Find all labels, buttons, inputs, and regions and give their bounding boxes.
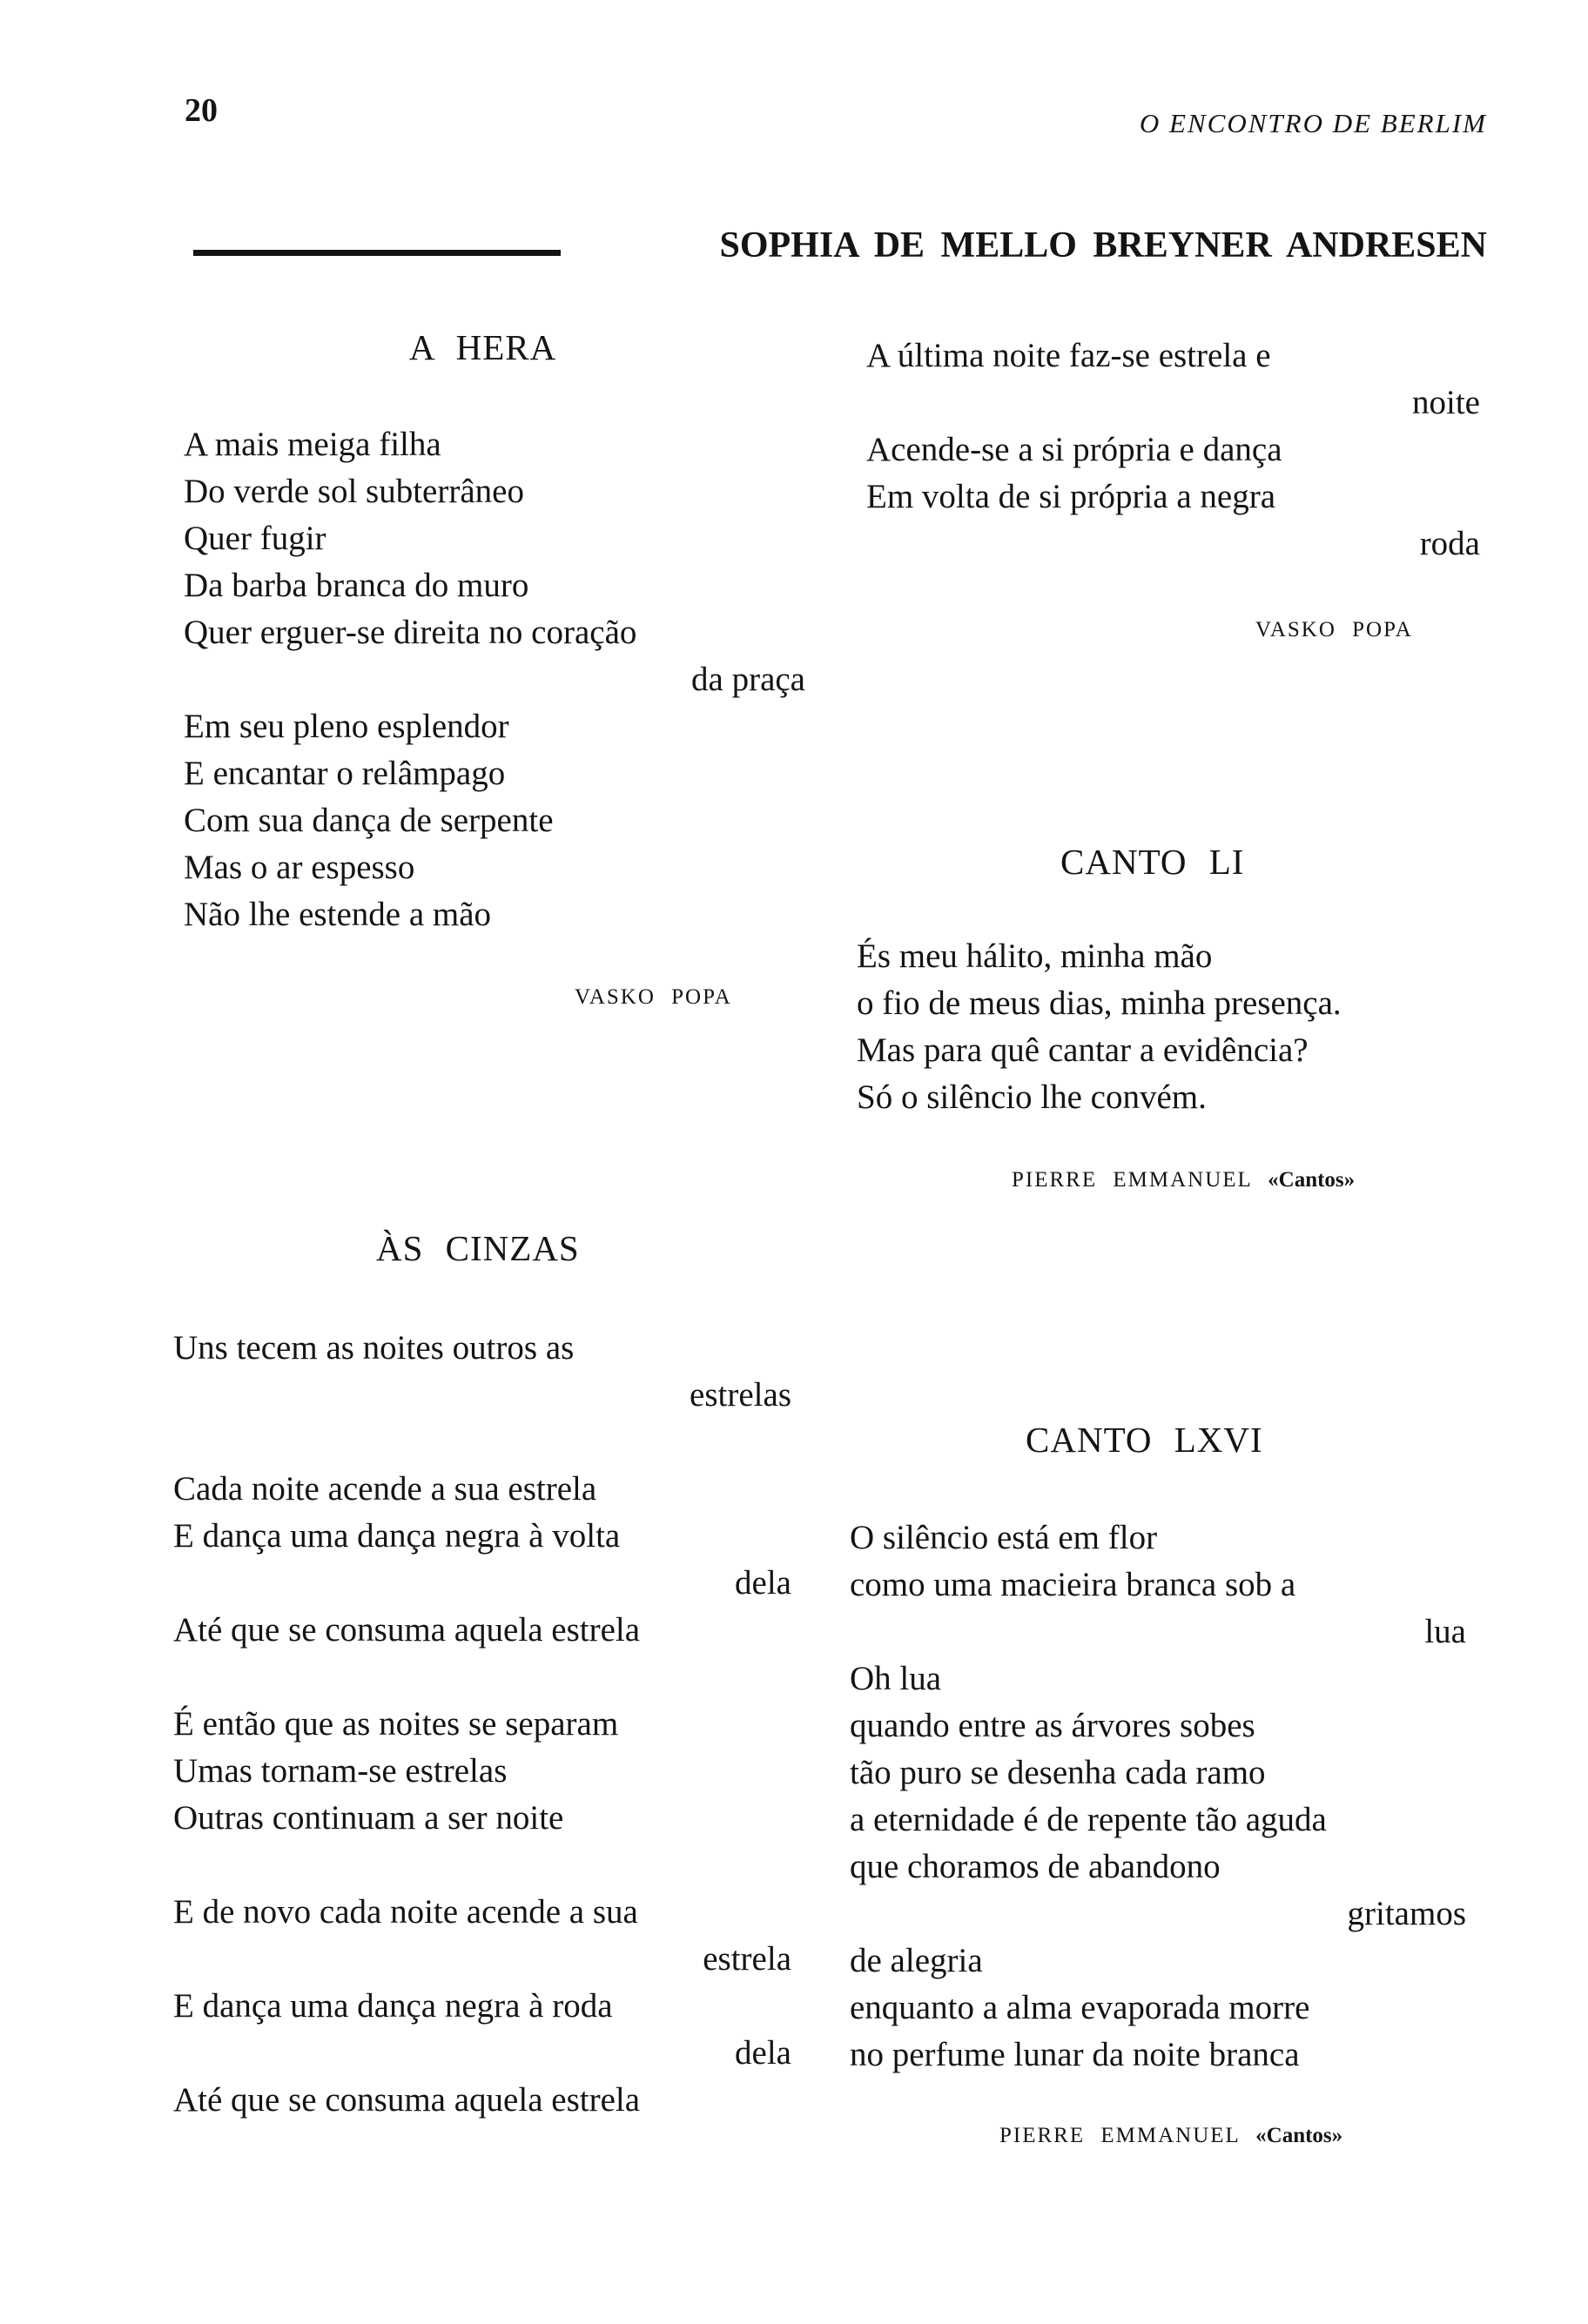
poem-line: Da barba branca do muro	[184, 567, 529, 604]
poem-line: A mais meiga filha	[184, 426, 441, 463]
poem-line: E dança uma dança negra à volta	[173, 1517, 621, 1555]
poem-line: Oh lua	[850, 1660, 942, 1697]
poem-line: Até que se consuma aquela estrela	[173, 2081, 641, 2119]
poem-line: Até que se consuma aquela estrela	[173, 1611, 641, 1649]
poem-line: E dança uma dança negra à roda	[173, 1987, 613, 2025]
poem-line: Em seu pleno esplendor	[184, 708, 509, 745]
poem-line: Só o silêncio lhe convém.	[857, 1078, 1207, 1116]
poem-line: Do verde sol subterrâneo	[184, 473, 524, 510]
poem-line: Quer erguer-se direita no coração	[184, 614, 637, 651]
poem-line: Uns tecem as noites outros as	[173, 1329, 575, 1367]
poem-line: O silêncio está em flor	[850, 1519, 1158, 1556]
credit-author: PIERRE EMMANUEL	[1012, 1168, 1252, 1192]
poem-line: É então que as noites se separam	[173, 1705, 619, 1743]
poem-line: tão puro se desenha cada ramo	[850, 1754, 1266, 1791]
poem-line: dela	[735, 2034, 791, 2072]
author-heading: SOPHIA DE MELLO BREYNER ANDRESEN	[719, 225, 1487, 265]
poem-canto-lxvi	[850, 1515, 1466, 2079]
poem-line: Em volta de si própria a negra	[866, 478, 1275, 515]
poem-line: E de novo cada noite acende a sua	[173, 1893, 638, 1931]
poem-line: noite	[1412, 384, 1480, 421]
poem-line: A última noite faz-se estrela e	[866, 337, 1271, 374]
poem-line: como uma macieira branca sob a	[850, 1566, 1296, 1603]
poem-title-canto-lxvi: CANTO LXVI	[1026, 1420, 1263, 1460]
poem-line: que choramos de abandono	[850, 1848, 1221, 1885]
poem-line: Cada noite acende a sua estrela	[173, 1470, 597, 1508]
poem-credit	[999, 2124, 1342, 2148]
poem-line: dela	[735, 1564, 791, 1602]
poem-credit: VASKO POPA	[1255, 618, 1413, 641]
poem-line: És meu hálito, minha mão	[857, 937, 1213, 975]
poem-line: Com sua dança de serpente	[184, 802, 554, 839]
credit-work: «Cantos»	[1268, 1168, 1356, 1192]
poem-title-a-hera: A HERA	[409, 327, 557, 367]
poem-title-as-cinzas: ÀS CINZAS	[376, 1228, 580, 1268]
page-number: 20	[185, 92, 218, 129]
running-title: O ENCONTRO DE BERLIM	[1139, 108, 1487, 138]
poem-line: no perfume lunar da noite branca	[850, 2036, 1300, 2073]
poem-line: estrela	[703, 1940, 791, 1978]
poem-line: Não lhe estende a mão	[184, 896, 492, 933]
poem-as-cinzas-continued	[866, 332, 1480, 568]
poem-line: quando entre as árvores sobes	[850, 1707, 1255, 1744]
poem-line: Mas o ar espesso	[184, 849, 415, 886]
credit-author: PIERRE EMMANUEL	[999, 2124, 1240, 2147]
credit-work: «Cantos»	[1255, 2124, 1343, 2147]
poem-a-hera	[184, 421, 805, 938]
poem-line: lua	[1424, 1613, 1466, 1650]
poem-canto-li	[857, 933, 1501, 1121]
poem-line: roda	[1419, 525, 1480, 562]
stanza-break	[173, 1842, 791, 1889]
stanza-break	[173, 1419, 791, 1466]
poem-line: Mas para quê cantar a evidência?	[857, 1031, 1309, 1069]
poem-credit	[1012, 1168, 1355, 1192]
poem-line: da praça	[691, 661, 805, 698]
poem-line: Umas tornam-se estrelas	[173, 1752, 508, 1790]
author-rule	[193, 250, 561, 256]
poem-line: enquanto a alma evaporada morre	[850, 1989, 1310, 2026]
poem-credit: VASKO POPA	[575, 985, 732, 1009]
stanza-break	[173, 1654, 791, 1701]
poem-line: Outras continuam a ser noite	[173, 1799, 564, 1837]
poem-line: gritamos	[1347, 1895, 1466, 1932]
poem-line: E encantar o relâmpago	[184, 755, 506, 792]
poem-title-canto-li: CANTO LI	[1060, 842, 1245, 882]
poem-line: estrelas	[690, 1376, 791, 1414]
poem-as-cinzas	[173, 1325, 791, 2124]
poem-line: Quer fugir	[184, 520, 326, 557]
poem-line: a eternidade é de repente tão aguda	[850, 1801, 1327, 1838]
poem-line: de alegria	[850, 1942, 983, 1979]
poem-line: Acende-se a si própria e dança	[866, 431, 1282, 468]
poem-line: o fio de meus dias, minha presença.	[857, 984, 1342, 1022]
